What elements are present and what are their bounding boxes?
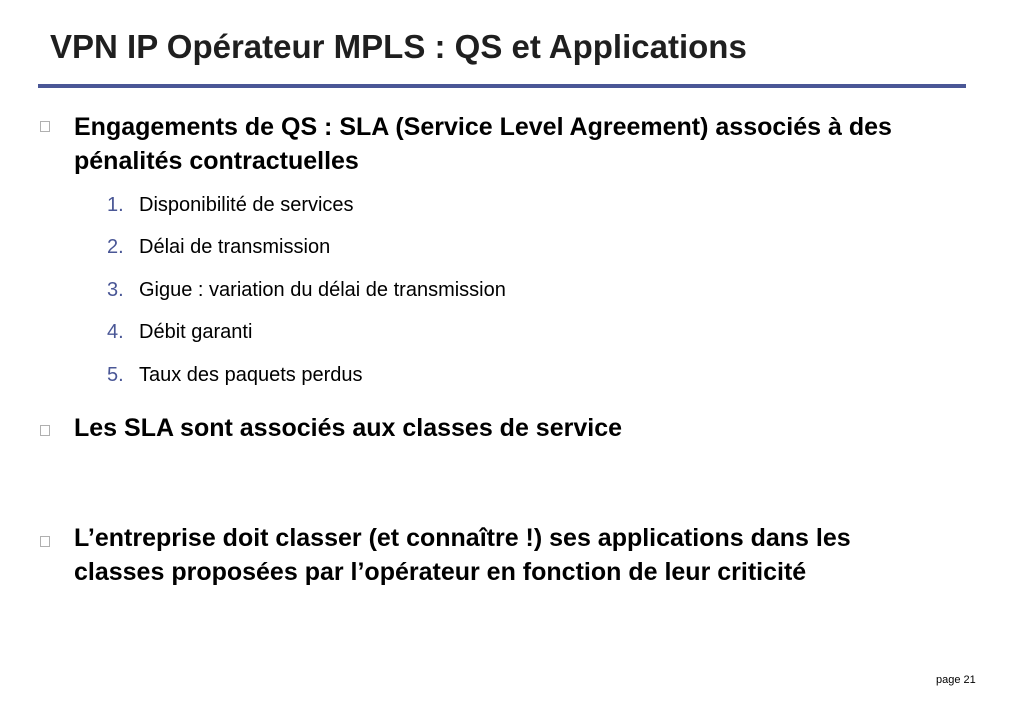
sub-list-item xyxy=(0,277,1023,303)
sub-item-number: 4. xyxy=(107,321,124,343)
page-number: page 21 xyxy=(936,674,976,686)
sub-item-number: 3. xyxy=(107,279,124,301)
bullet-text: Les SLA sont associés aux classes de service xyxy=(74,414,622,442)
sub-list-item xyxy=(0,234,1023,260)
sub-list-item xyxy=(0,362,1023,388)
bullet-text: L’entreprise doit classer (et connaître !) ses applications dans les classes proposées par l’opérateur en fonction de leur criticité xyxy=(74,524,851,586)
sub-item-text: Taux des paquets perdus xyxy=(139,364,363,386)
sub-item-number: 2. xyxy=(107,236,124,258)
sub-list-item xyxy=(0,319,1023,345)
sub-item-text: Délai de transmission xyxy=(139,236,331,258)
sub-item-number: 5. xyxy=(107,364,124,386)
sub-item-text: Débit garanti xyxy=(139,321,253,343)
square-bullet-icon xyxy=(40,425,50,436)
square-bullet-icon xyxy=(40,121,50,132)
sub-item-number: 1. xyxy=(107,194,124,216)
bullet-text: Engagements de QS : SLA (Service Level Agreement) associés à des pénalités contractuelles xyxy=(74,113,892,175)
title-underline xyxy=(38,84,966,88)
sub-item-text: Gigue : variation du délai de transmission xyxy=(139,279,506,301)
slide-title: VPN IP Opérateur MPLS : QS et Applications xyxy=(50,28,747,65)
square-bullet-icon xyxy=(40,536,50,547)
sub-list-item xyxy=(0,192,1023,218)
sub-item-text: Disponibilité de services xyxy=(139,194,354,216)
